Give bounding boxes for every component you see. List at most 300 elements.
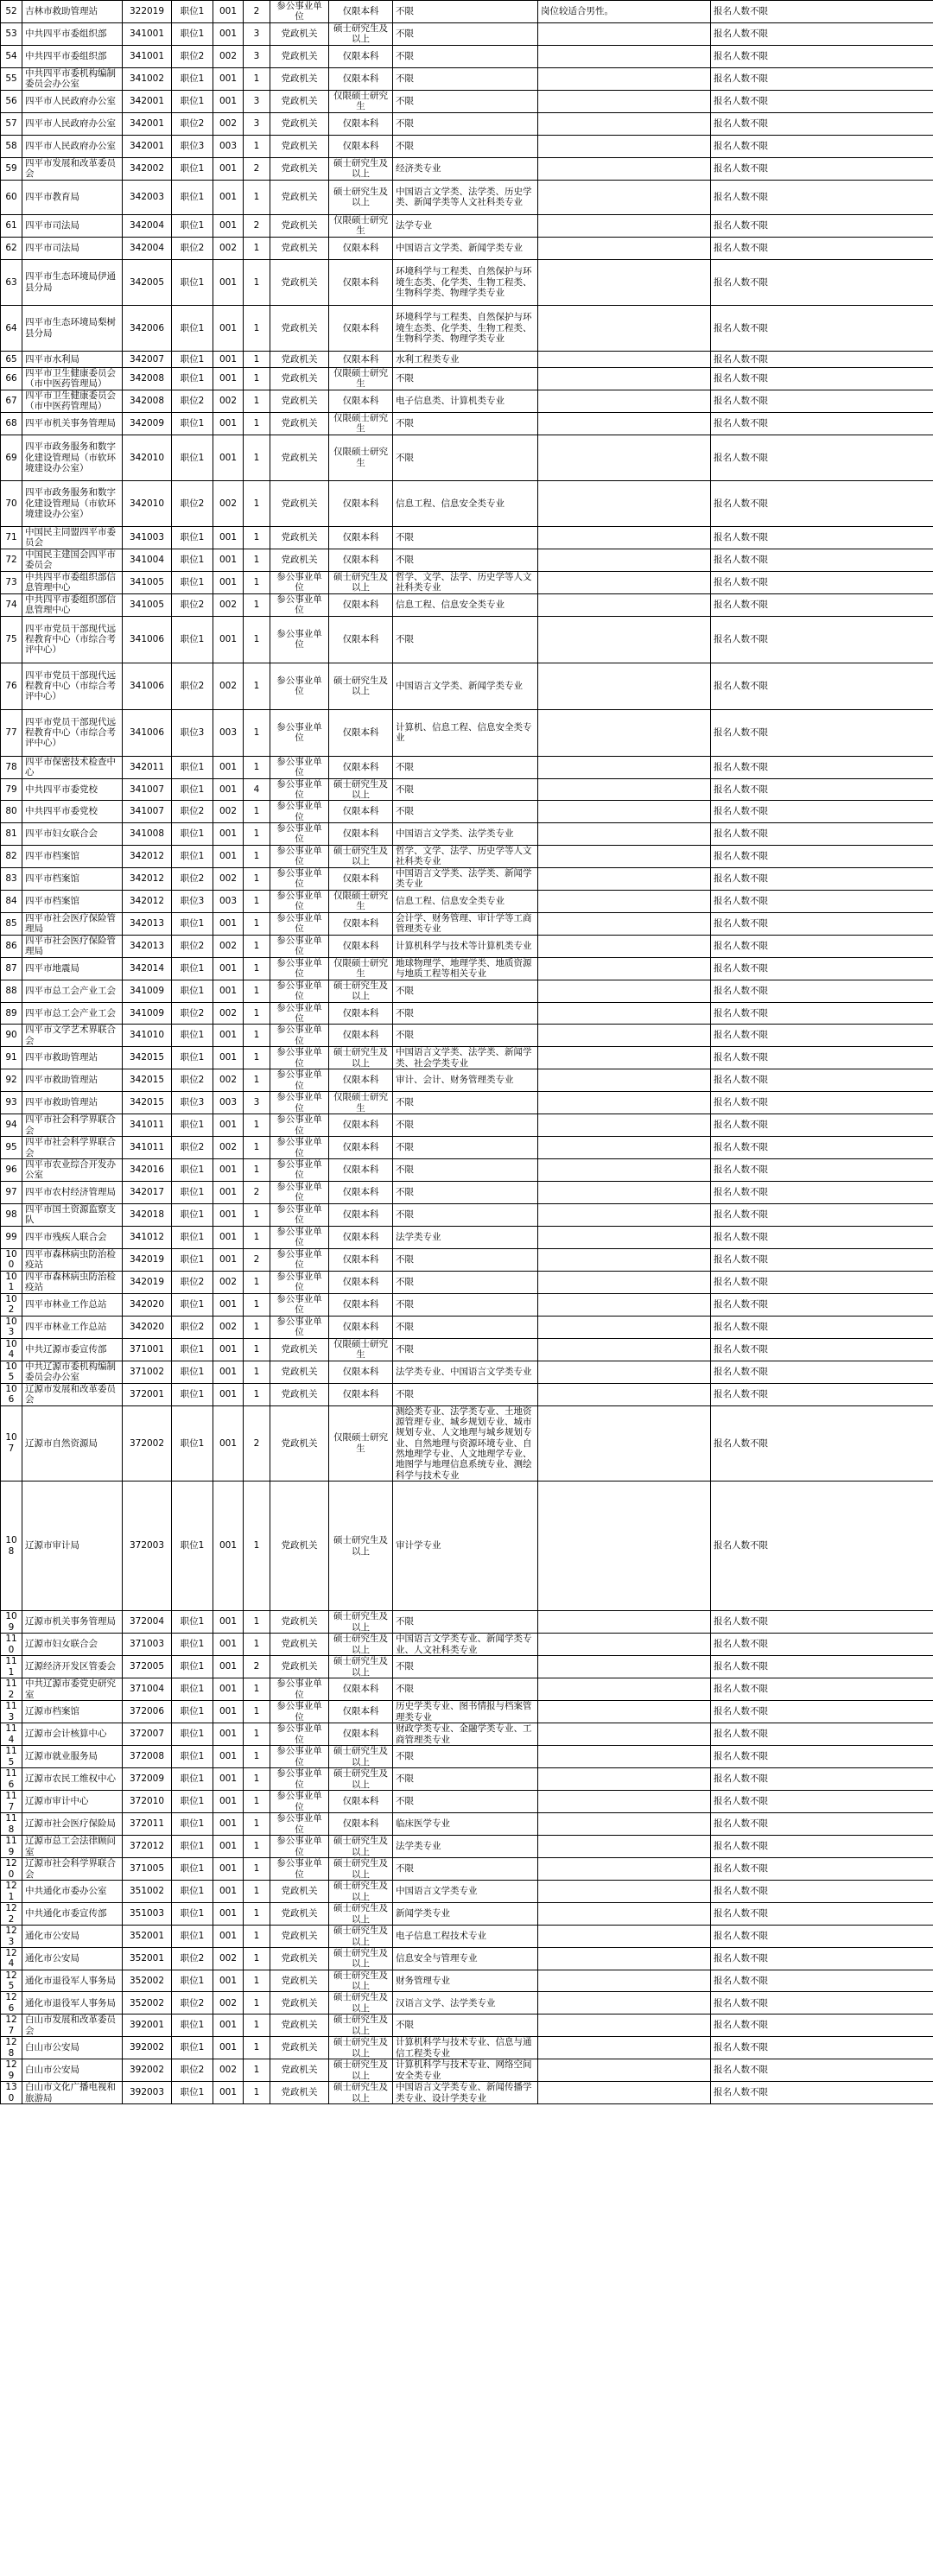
headcount-cell: 2 [244,1248,270,1271]
position-code-cell: 001 [213,1723,244,1746]
unit-code-cell: 372003 [123,1482,172,1611]
unit-type-cell: 参公事业单位 [270,709,329,756]
remarks-cell [538,1338,711,1361]
unit-name-cell: 四平市机关事务管理局 [22,412,123,435]
position-code-cell: 001 [213,845,244,867]
table-row [1,305,933,351]
position-code-cell: 001 [213,1405,244,1482]
row-number-cell: 67 [1,390,22,412]
application-limit-cell: 报名人数不限 [711,1203,933,1226]
row-number-cell: 103 [1,1316,22,1338]
major-cell: 中国语言文学类、法学类专业 [393,823,538,846]
remarks-cell [538,1992,711,2014]
major-cell: 新闻学类专业 [393,1903,538,1926]
remarks-cell [538,1768,711,1791]
remarks-cell [538,1836,711,1858]
major-cell: 中国语言文学类专业、新闻学类专业、人文社科类专业 [393,1634,538,1656]
position-code-cell: 002 [213,480,244,526]
headcount-cell: 1 [244,1226,270,1248]
row-number-cell: 77 [1,709,22,756]
unit-code-cell: 342004 [123,214,172,237]
unit-type-cell: 党政机关 [270,1482,329,1611]
unit-type-cell: 党政机关 [270,67,329,90]
application-limit-cell: 报名人数不限 [711,1137,933,1159]
row-number-cell: 112 [1,1678,22,1701]
position-name-cell: 职位1 [172,1203,213,1226]
application-limit-cell: 报名人数不限 [711,2014,933,2037]
education-cell: 硕士研究生及以上 [329,1611,393,1634]
headcount-cell: 1 [244,823,270,846]
major-cell: 不限 [393,1203,538,1226]
position-code-cell: 001 [213,616,244,663]
headcount-cell: 1 [244,1903,270,1926]
headcount-cell: 1 [244,412,270,435]
unit-name-cell: 四平市保密技术检查中心 [22,756,123,778]
unit-name-cell: 四平市生态环境局梨树县分局 [22,305,123,351]
table-row [1,1405,933,1482]
unit-code-cell: 342010 [123,435,172,480]
major-cell: 不限 [393,367,538,390]
major-cell: 不限 [393,45,538,67]
education-cell: 硕士研究生及以上 [329,571,393,593]
remarks-cell [538,616,711,663]
table-row [1,1678,933,1701]
unit-type-cell: 参公事业单位 [270,1271,329,1293]
education-cell: 仅限本科 [329,390,393,412]
headcount-cell: 1 [244,709,270,756]
unit-name-cell: 四平市农村经济管理局 [22,1181,123,1203]
position-name-cell: 职位1 [172,912,213,935]
remarks-cell [538,709,711,756]
unit-type-cell: 党政机关 [270,435,329,480]
application-limit-cell: 报名人数不限 [711,1181,933,1203]
education-cell: 仅限本科 [329,1203,393,1226]
major-cell: 法学类专业 [393,1836,538,1858]
education-cell: 仅限硕士研究生 [329,367,393,390]
table-row [1,1203,933,1226]
position-name-cell: 职位1 [172,1226,213,1248]
unit-type-cell: 党政机关 [270,1970,329,1992]
unit-type-cell: 参公事业单位 [270,1226,329,1248]
unit-name-cell: 四平市水利局 [22,351,123,367]
position-name-cell: 职位1 [172,1114,213,1137]
unit-name-cell: 四平市救助管理站 [22,1069,123,1092]
major-cell: 不限 [393,1791,538,1813]
education-cell: 仅限本科 [329,616,393,663]
unit-code-cell: 371002 [123,1361,172,1383]
unit-type-cell: 参公事业单位 [270,1181,329,1203]
education-cell: 仅限本科 [329,259,393,305]
unit-code-cell: 342006 [123,305,172,351]
headcount-cell: 1 [244,1836,270,1858]
application-limit-cell: 报名人数不限 [711,593,933,616]
unit-type-cell: 参公事业单位 [270,756,329,778]
application-limit-cell: 报名人数不限 [711,135,933,157]
headcount-cell: 1 [244,1926,270,1948]
unit-code-cell: 342004 [123,237,172,259]
application-limit-cell: 报名人数不限 [711,1025,933,1047]
remarks-cell [538,1791,711,1813]
position-code-cell: 001 [213,367,244,390]
application-limit-cell: 报名人数不限 [711,1092,933,1114]
unit-code-cell: 342013 [123,912,172,935]
application-limit-cell: 报名人数不限 [711,45,933,67]
major-cell: 不限 [393,1181,538,1203]
unit-code-cell: 342015 [123,1092,172,1114]
row-number-cell: 82 [1,845,22,867]
remarks-cell [538,1092,711,1114]
unit-name-cell: 吉林市救助管理站 [22,1,123,23]
row-number-cell: 125 [1,1970,22,1992]
headcount-cell: 1 [244,2014,270,2037]
major-cell: 环境科学与工程类、自然保护与环境生态类、化学类、生物工程类、生物科学类、物理学类专业 [393,305,538,351]
unit-name-cell: 辽源市审计局 [22,1482,123,1611]
row-number-cell: 56 [1,90,22,112]
unit-name-cell: 中共通化市委办公室 [22,1881,123,1903]
education-cell: 硕士研究生及以上 [329,1482,393,1611]
education-cell: 仅限本科 [329,237,393,259]
row-number-cell: 104 [1,1338,22,1361]
unit-name-cell: 四平市救助管理站 [22,1092,123,1114]
unit-name-cell: 四平市党员干部现代远程教育中心（市综合考评中心） [22,616,123,663]
unit-type-cell: 参公事业单位 [270,778,329,801]
table-row [1,1226,933,1248]
remarks-cell [538,180,711,214]
unit-code-cell: 341001 [123,22,172,45]
application-limit-cell: 报名人数不限 [711,912,933,935]
remarks-cell [538,1181,711,1203]
table-row [1,1791,933,1813]
headcount-cell: 1 [244,1678,270,1701]
headcount-cell: 1 [244,1881,270,1903]
application-limit-cell: 报名人数不限 [711,480,933,526]
headcount-cell: 1 [244,756,270,778]
major-cell: 汉语言文学、法学类专业 [393,1992,538,2014]
unit-name-cell: 通化市公安局 [22,1947,123,1970]
position-code-cell: 001 [213,1203,244,1226]
application-limit-cell: 报名人数不限 [711,112,933,135]
table-row [1,367,933,390]
position-name-cell: 职位1 [172,1047,213,1069]
remarks-cell [538,237,711,259]
position-code-cell: 002 [213,1271,244,1293]
headcount-cell: 1 [244,259,270,305]
major-cell: 不限 [393,67,538,90]
unit-type-cell: 党政机关 [270,237,329,259]
table-row [1,1248,933,1271]
remarks-cell [538,1723,711,1746]
major-cell: 不限 [393,1293,538,1316]
unit-name-cell: 辽源市自然资源局 [22,1405,123,1482]
headcount-cell: 1 [244,935,270,957]
unit-name-cell: 辽源市发展和改革委员会 [22,1383,123,1405]
education-cell: 仅限本科 [329,45,393,67]
unit-code-cell: 341002 [123,67,172,90]
table-row [1,2014,933,2037]
major-cell: 不限 [393,616,538,663]
remarks-cell [538,67,711,90]
unit-code-cell: 342012 [123,890,172,912]
remarks-cell [538,305,711,351]
remarks-cell [538,259,711,305]
unit-name-cell: 四平市社会科学界联合会 [22,1114,123,1137]
position-code-cell: 001 [213,549,244,571]
table-row [1,1858,933,1881]
remarks-cell [538,480,711,526]
education-cell: 硕士研究生及以上 [329,845,393,867]
row-number-cell: 106 [1,1383,22,1405]
position-code-cell: 001 [213,912,244,935]
major-cell: 计算机科学与技术等计算机类专业 [393,935,538,957]
education-cell: 仅限本科 [329,526,393,549]
education-cell: 仅限本科 [329,1383,393,1405]
education-cell: 硕士研究生及以上 [329,1836,393,1858]
unit-code-cell: 341006 [123,709,172,756]
table-row [1,1836,933,1858]
application-limit-cell: 报名人数不限 [711,957,933,980]
row-number-cell: 63 [1,259,22,305]
unit-type-cell: 参公事业单位 [270,1159,329,1182]
position-name-cell: 职位2 [172,112,213,135]
education-cell: 硕士研究生及以上 [329,1047,393,1069]
remarks-cell [538,2014,711,2037]
position-code-cell: 002 [213,237,244,259]
unit-name-cell: 白山市文化广播电视和旅游局 [22,2082,123,2104]
position-name-cell: 职位1 [172,1181,213,1203]
application-limit-cell: 报名人数不限 [711,435,933,480]
unit-name-cell: 四平市档案馆 [22,845,123,867]
remarks-cell [538,45,711,67]
education-cell: 硕士研究生及以上 [329,1970,393,1992]
unit-name-cell: 通化市退役军人事务局 [22,1992,123,2014]
unit-code-cell: 352001 [123,1926,172,1948]
headcount-cell: 1 [244,1069,270,1092]
unit-name-cell: 辽源市总工会法律顾问室 [22,1836,123,1858]
unit-code-cell: 341009 [123,980,172,1002]
major-cell: 不限 [393,1383,538,1405]
major-cell: 环境科学与工程类、自然保护与环境生态类、化学类、生物工程类、生物科学类、物理学类专业 [393,259,538,305]
unit-name-cell: 中共四平市委党校 [22,778,123,801]
table-row [1,801,933,823]
unit-code-cell: 371003 [123,1634,172,1656]
unit-code-cell: 392002 [123,2037,172,2059]
remarks-cell [538,214,711,237]
row-number-cell: 110 [1,1634,22,1656]
row-number-cell: 52 [1,1,22,23]
major-cell: 电子信息类、计算机类专业 [393,390,538,412]
unit-type-cell: 党政机关 [270,2059,329,2082]
headcount-cell: 1 [244,1768,270,1791]
table-row [1,663,933,709]
unit-type-cell: 参公事业单位 [270,912,329,935]
unit-type-cell: 党政机关 [270,180,329,214]
position-code-cell: 001 [213,1383,244,1405]
education-cell: 硕士研究生及以上 [329,2059,393,2082]
position-name-cell: 职位1 [172,1926,213,1948]
unit-name-cell: 四平市人民政府办公室 [22,90,123,112]
unit-type-cell: 党政机关 [270,1881,329,1903]
headcount-cell: 1 [244,1383,270,1405]
headcount-cell: 1 [244,2037,270,2059]
row-number-cell: 127 [1,2014,22,2037]
position-code-cell: 002 [213,593,244,616]
headcount-cell: 1 [244,1203,270,1226]
headcount-cell: 3 [244,112,270,135]
row-number-cell: 57 [1,112,22,135]
unit-type-cell: 参公事业单位 [270,845,329,867]
unit-type-cell: 参公事业单位 [270,1069,329,1092]
application-limit-cell: 报名人数不限 [711,845,933,867]
education-cell: 仅限本科 [329,112,393,135]
education-cell: 仅限本科 [329,1361,393,1383]
unit-type-cell: 党政机关 [270,549,329,571]
unit-code-cell: 372010 [123,1791,172,1813]
unit-name-cell: 辽源市会计核算中心 [22,1723,123,1746]
unit-type-cell: 参公事业单位 [270,1746,329,1768]
table-row [1,435,933,480]
major-cell: 哲学、文学、法学、历史学等人文社科类专业 [393,571,538,593]
position-code-cell: 001 [213,1836,244,1858]
row-number-cell: 129 [1,2059,22,2082]
row-number-cell: 100 [1,1248,22,1271]
unit-code-cell: 392003 [123,2082,172,2104]
table-row [1,2037,933,2059]
unit-type-cell: 参公事业单位 [270,1723,329,1746]
table-row [1,1114,933,1137]
unit-type-cell: 党政机关 [270,22,329,45]
unit-type-cell: 参公事业单位 [270,1768,329,1791]
table-row [1,935,933,957]
application-limit-cell: 报名人数不限 [711,1768,933,1791]
position-name-cell: 职位2 [172,935,213,957]
remarks-cell [538,1405,711,1482]
unit-code-cell: 342010 [123,480,172,526]
unit-type-cell: 参公事业单位 [270,1316,329,1338]
application-limit-cell: 报名人数不限 [711,2082,933,2104]
unit-code-cell: 342012 [123,845,172,867]
position-code-cell: 001 [213,1482,244,1611]
application-limit-cell: 报名人数不限 [711,259,933,305]
position-name-cell: 职位1 [172,980,213,1002]
education-cell: 硕士研究生及以上 [329,1947,393,1970]
unit-type-cell: 党政机关 [270,367,329,390]
headcount-cell: 1 [244,237,270,259]
education-cell: 仅限本科 [329,1181,393,1203]
unit-code-cell: 342005 [123,259,172,305]
unit-type-cell: 党政机关 [270,157,329,180]
row-number-cell: 85 [1,912,22,935]
position-name-cell: 职位1 [172,2014,213,2037]
headcount-cell: 1 [244,1159,270,1182]
remarks-cell [538,890,711,912]
major-cell: 不限 [393,1159,538,1182]
position-code-cell: 001 [213,1114,244,1137]
headcount-cell: 1 [244,801,270,823]
table-row [1,390,933,412]
unit-type-cell: 参公事业单位 [270,1836,329,1858]
row-number-cell: 126 [1,1992,22,2014]
unit-code-cell: 372008 [123,1746,172,1768]
major-cell: 不限 [393,1025,538,1047]
application-limit-cell: 报名人数不限 [711,778,933,801]
position-name-cell: 职位1 [172,1,213,23]
row-number-cell: 68 [1,412,22,435]
unit-code-cell: 342008 [123,367,172,390]
unit-code-cell: 342007 [123,351,172,367]
unit-type-cell: 党政机关 [270,1405,329,1482]
application-limit-cell: 报名人数不限 [711,305,933,351]
education-cell: 仅限本科 [329,1025,393,1047]
unit-type-cell: 参公事业单位 [270,571,329,593]
unit-code-cell: 342001 [123,135,172,157]
position-name-cell: 职位2 [172,593,213,616]
headcount-cell: 1 [244,1970,270,1992]
application-limit-cell: 报名人数不限 [711,1316,933,1338]
headcount-cell: 2 [244,1,270,23]
unit-name-cell: 四平市社会医疗保险管理局 [22,912,123,935]
education-cell: 仅限本科 [329,1813,393,1836]
unit-type-cell: 党政机关 [270,1656,329,1678]
unit-code-cell: 342011 [123,756,172,778]
row-number-cell: 90 [1,1025,22,1047]
row-number-cell: 91 [1,1047,22,1069]
major-cell: 法学专业 [393,214,538,237]
table-row [1,1159,933,1182]
education-cell: 仅限本科 [329,1723,393,1746]
table-row [1,480,933,526]
headcount-cell: 1 [244,1271,270,1293]
remarks-cell [538,1678,711,1701]
application-limit-cell: 报名人数不限 [711,237,933,259]
table-row [1,180,933,214]
position-code-cell: 001 [213,1791,244,1813]
unit-name-cell: 四平市卫生健康委员会（市中医药管理局） [22,367,123,390]
position-name-cell: 职位1 [172,305,213,351]
unit-code-cell: 342017 [123,1181,172,1203]
unit-code-cell: 372006 [123,1701,172,1723]
headcount-cell: 1 [244,1813,270,1836]
table-row [1,1992,933,2014]
application-limit-cell: 报名人数不限 [711,890,933,912]
major-cell: 法学类专业 [393,1226,538,1248]
table-row [1,214,933,237]
row-number-cell: 113 [1,1701,22,1723]
position-name-cell: 职位1 [172,778,213,801]
application-limit-cell: 报名人数不限 [711,867,933,890]
headcount-cell: 1 [244,1723,270,1746]
unit-type-cell: 党政机关 [270,1338,329,1361]
application-limit-cell: 报名人数不限 [711,549,933,571]
headcount-cell: 3 [244,22,270,45]
unit-code-cell: 372009 [123,1768,172,1791]
row-number-cell: 105 [1,1361,22,1383]
position-name-cell: 职位2 [172,1002,213,1025]
unit-type-cell: 党政机关 [270,1903,329,1926]
position-code-cell: 001 [213,305,244,351]
remarks-cell [538,778,711,801]
table-row [1,1181,933,1203]
table-row [1,1813,933,1836]
position-code-cell: 001 [213,157,244,180]
education-cell: 仅限本科 [329,1114,393,1137]
table-row [1,756,933,778]
unit-code-cell: 371001 [123,1338,172,1361]
table-row [1,2082,933,2104]
education-cell: 硕士研究生及以上 [329,22,393,45]
position-name-cell: 职位1 [172,1701,213,1723]
position-name-cell: 职位2 [172,1137,213,1159]
table-row [1,1316,933,1338]
